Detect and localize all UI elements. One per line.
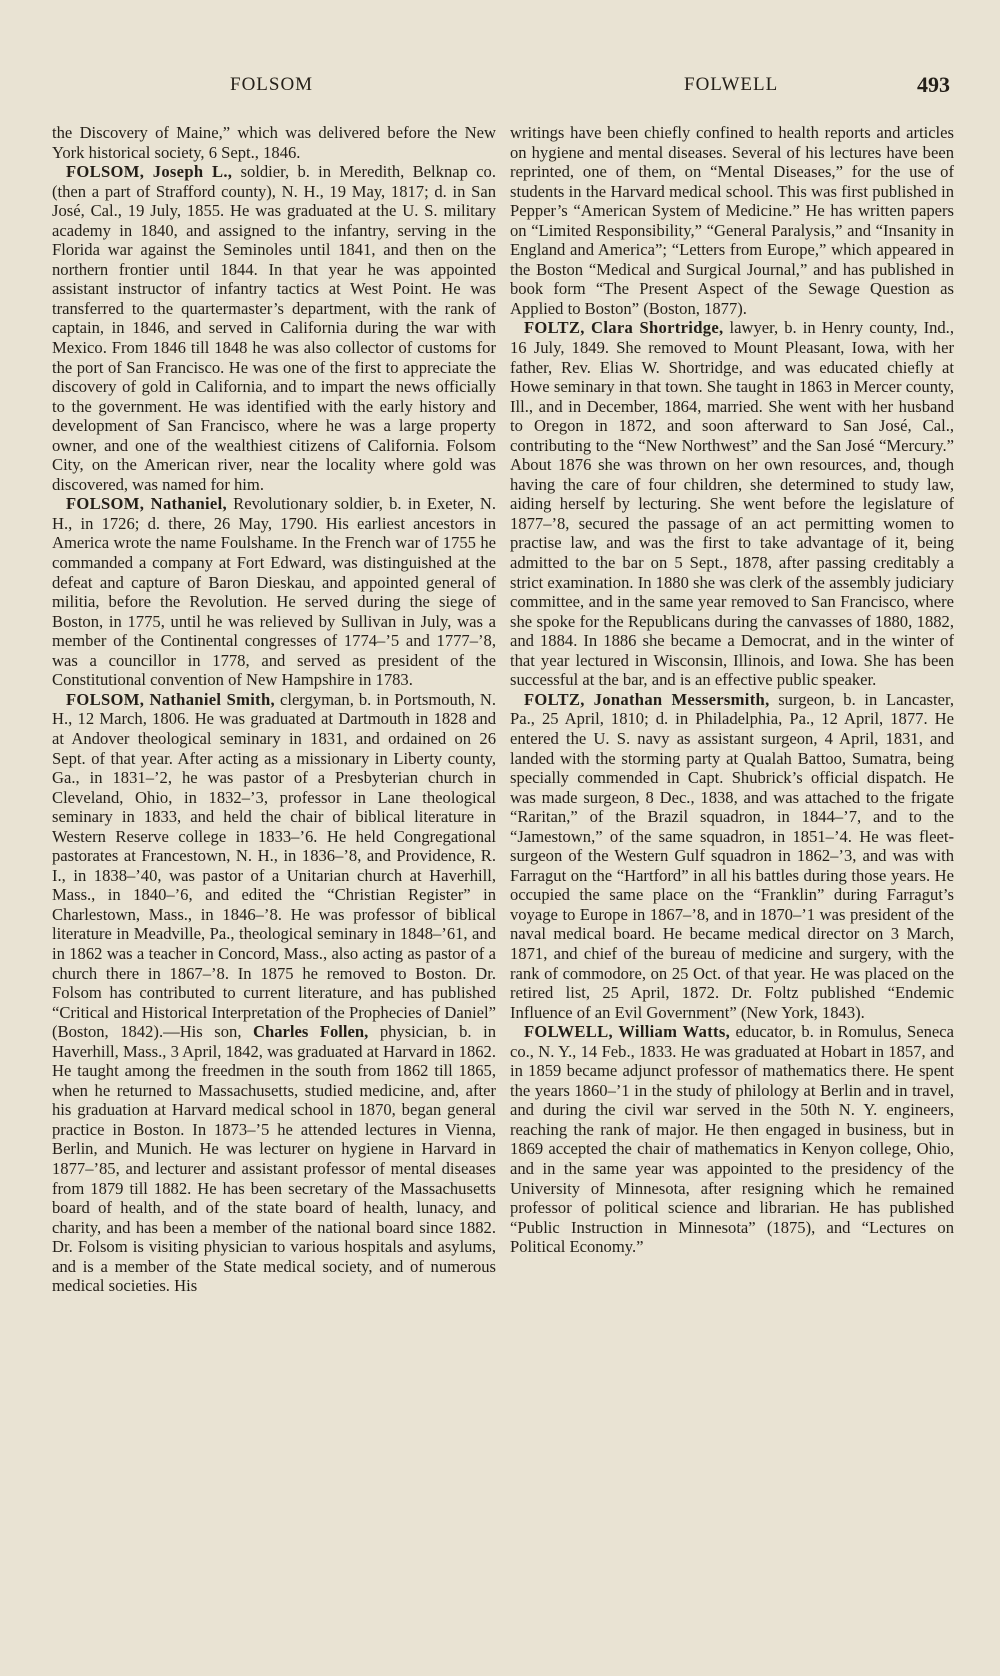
- entry-folsom-nathaniel: [52, 494, 496, 689]
- entry-headword: FOLTZ, Clara Shortridge,: [524, 318, 724, 338]
- entry-text: clergyman, b. in Portsmouth, N. H., 12 March, 1806. He was graduated at Dartmouth in 1828 and at Andover theological seminary in 1831, and ordained on 26 Sept. of that year. After acting as a missionary in Liberty county, Ga., in 1831–’2, he was pastor of a Presbyterian church in Cleveland, Ohio, in 1832–’3, professor in Lane theological seminary in 1833, and held the chair of biblical literature in Western Reserve college in 1833–’6. He held Congregational pastorates at Francestown, N. H., in 1836–’8, and Providence, R. I., in 1838–’40, was pastor of a Unitarian church at Haverhill, Mass., in 1840–’6, and edited the “Christian Register” in Charlestown, Mass., in 1846–’8. He was professor of biblical literature in Meadville, Pa., theological seminary in 1848–’61, and in 1862 was a teacher in Concord, Mass., also acting as pastor of a church there in 1867–’8. In 1875 he removed to Boston. Dr. Folsom has contributed to current literature, and has published “Critical and Historical Interpretation of the Prophecies of Daniel” (Boston, 1842).—His son,: [52, 689, 497, 1042]
- entry-subhead: Charles Follen,: [253, 1022, 369, 1042]
- entry-folwell-william: [510, 1022, 954, 1257]
- entry-headword: FOLTZ, Jonathan Messersmith,: [524, 689, 770, 709]
- entry-text: educator, b. in Romulus, Seneca co., N. Y., 14 Feb., 1833. He was graduated at Hobart in 1857, and in 1859 became adjunct professor of mathematics there. He spent the years 1860–’1 in the study of philology at Berlin and in travel, and during the civil war served in the 50th N. Y. engineers, reaching the rank of major. He then engaged in business, but in 1869 accepted the chair of mathematics in Kenyon college, Ohio, and in the same year was appointed to the presidency of the University of Minnesota, after resigning which he remained professor of political science and librarian. He has published “Public Instruction in Minnesota” (1875), and “Lectures on Political Economy.”: [510, 1022, 954, 1257]
- running-head-right: FOLWELL: [684, 74, 779, 95]
- entry-text: soldier, b. in Meredith, Belknap co. (then a part of Strafford county), N. H., 19 May, 1817; d. in San José, Cal., 19 July, 1855. He was graduated at the U. S. military academy in 1840, and assigned to the infantry, serving in the Florida war against the Seminoles until 1841, and then on the northern frontier until 1844. In that year he was appointed assistant instructor of infantry tactics at West Point. He was transferred to the quartermaster’s department, with the rank of captain, in 1846, and served in California during the war with Mexico. From 1846 till 1848 he was also collector of customs for the port of San Francisco. He was one of the first to appreciate the discovery of gold in California, and to impart the news officially to the government. He was identified with the early history and development of San Francisco, where he was a large property owner, and one of the wealthiest citizens of California. Folsom City, on the American river, near the locality where gold was discovered, was named for him.: [52, 162, 496, 494]
- entry-text: the Discovery of Maine,” which was delivered before the New York historical society, 6 Sept., 1846.: [52, 123, 496, 162]
- running-head-left: FOLSOM: [230, 74, 314, 95]
- running-head: [50, 74, 950, 104]
- entry-continuation: [510, 123, 954, 318]
- entry-subtext: physician, b. in Haverhill, Mass., 3 April, 1842, was graduated at Harvard in 1862. He taught among the freedmen in the south from 1862 till 1865, when he returned to Massachusetts, studied medicine, and, after his graduation at Harvard medical school in 1870, began general practice in Boston. In 1873–’5 he attended lectures in Vienna, Berlin, and Munich. He was lecturer on hygiene in Harvard in 1877–’85, and lecturer and assistant professor of mental diseases from 1879 till 1882. He has been secretary of the Massachusetts board of health, and of the state board of health, lunacy, and charity, and has been a member of the national board since 1882. Dr. Folsom is visiting physician to various hospitals and asylums, and is a member of the State medical society, and of numerous medical societies. His: [52, 1022, 496, 1296]
- entry-headword: FOLSOM, Joseph L.,: [66, 162, 233, 182]
- entry-headword: FOLSOM, Nathaniel Smith,: [66, 689, 275, 709]
- entry-headword: FOLWELL, William Watts,: [524, 1022, 731, 1042]
- entry-headword: FOLSOM, Nathaniel,: [66, 494, 227, 514]
- entry-foltz-jonathan: [510, 690, 954, 1022]
- entry-text: surgeon, b. in Lancaster, Pa., 25 April, 1810; d. in Philadelphia, Pa., 12 April, 1877. He entered the U. S. navy as assistant surgeon, 4 April, 1831, and landed with the storming party at Qualah Battoo, Sumatra, being specially commended in Capt. Shubrick’s official dispatch. He was made surgeon, 8 Dec., 1838, and was attached to the frigate “Raritan,” of the Brazil squadron, in 1844–’7, and to the “Jamestown,” of the same squadron, in 1851–’4. He was fleet-surgeon of the Western Gulf squadron in 1862–’3, and was with Farragut on the “Hartford” in all his battles during those years. He occupied the same place on the “Franklin” during Farragut’s voyage to Europe in 1867–’8, and in 1870–’1 was president of the naval medical board. He became medical director on 3 March, 1871, and chief of the bureau of medicine and surgery, with the rank of commodore, on 25 Oct. of that year. He was placed on the retired list, 25 April, 1872. Dr. Foltz published “Endemic Influence of an Evil Government” (New York, 1843).: [510, 689, 954, 1022]
- entry-text: lawyer, b. in Henry county, Ind., 16 July, 1849. She removed to Mount Pleasant, Iowa, with her father, Rev. Elias W. Shortridge, and was educated chiefly at Howe seminary in that town. She taught in 1863 in Mercer county, Ill., and in December, 1864, married. She went with her husband to Oregon in 1872, and soon afterward to San José, Cal., contributing to the “New Northwest” and the San José “Mercury.” About 1876 she was thrown on her own resources, and, though having the care of four children, she determined to study law, aiding herself by lecturing. She went before the legislature of 1877–’8, secured the passage of an act permitting women to practise law, and was the first to take advantage of it, being admitted to the bar on 5 Sept., 1878, after passing creditably a strict examination. In 1880 she was clerk of the assembly judiciary committee, and in the same year removed to San Francisco, where she spoke for the Republicans during the canvasses of 1880, 1882, and 1884. In 1886 she became a Democrat, and in the winter of that year lectured in Wisconsin, Illinois, and Iowa. She has been successful at the bar, and is an effective public speaker.: [510, 318, 954, 690]
- entry-text: Revolutionary soldier, b. in Exeter, N. H., in 1726; d. there, 26 May, 1790. His earliest ancestors in America wrote the name Foulshame. In the French war of 1755 he commanded a company at Fort Edward, was distinguished at the defeat and capture of Baron Dieskau, and appointed general of militia, before the Revolution. He served during the siege of Boston, in 1775, until he was relieved by Sullivan in July, was a member of the Continental congresses of 1774–’5 and 1777–’8, was a councillor in 1778, and served as president of the Constitutional convention of New Hampshire in 1783.: [52, 494, 496, 690]
- entry-foltz-clara: [510, 318, 954, 689]
- entry-folsom-joseph: [52, 162, 496, 494]
- entry-folsom-nathaniel-smith: [52, 690, 496, 1296]
- entry-continuation: [52, 123, 496, 162]
- entry-text: writings have been chiefly confined to health reports and articles on hygiene and mental diseases. Several of his lectures have been reprinted, one of them, on “Mental Diseases,” for the use of students in the Harvard medical school. This was first published in Pepper’s “American System of Medicine.” He has written papers on “Limited Responsibility,” “General Paralysis,” and “Insanity in England and America”; “Letters from Europe,” which appeared in the Boston “Medical and Surgical Journal,” and has published in book form “The Present Aspect of the Sewage Question as Applied to Boston” (Boston, 1877).: [510, 123, 954, 318]
- right-column: [510, 123, 954, 1257]
- page-number: 493: [917, 72, 950, 97]
- left-column: [52, 123, 496, 1296]
